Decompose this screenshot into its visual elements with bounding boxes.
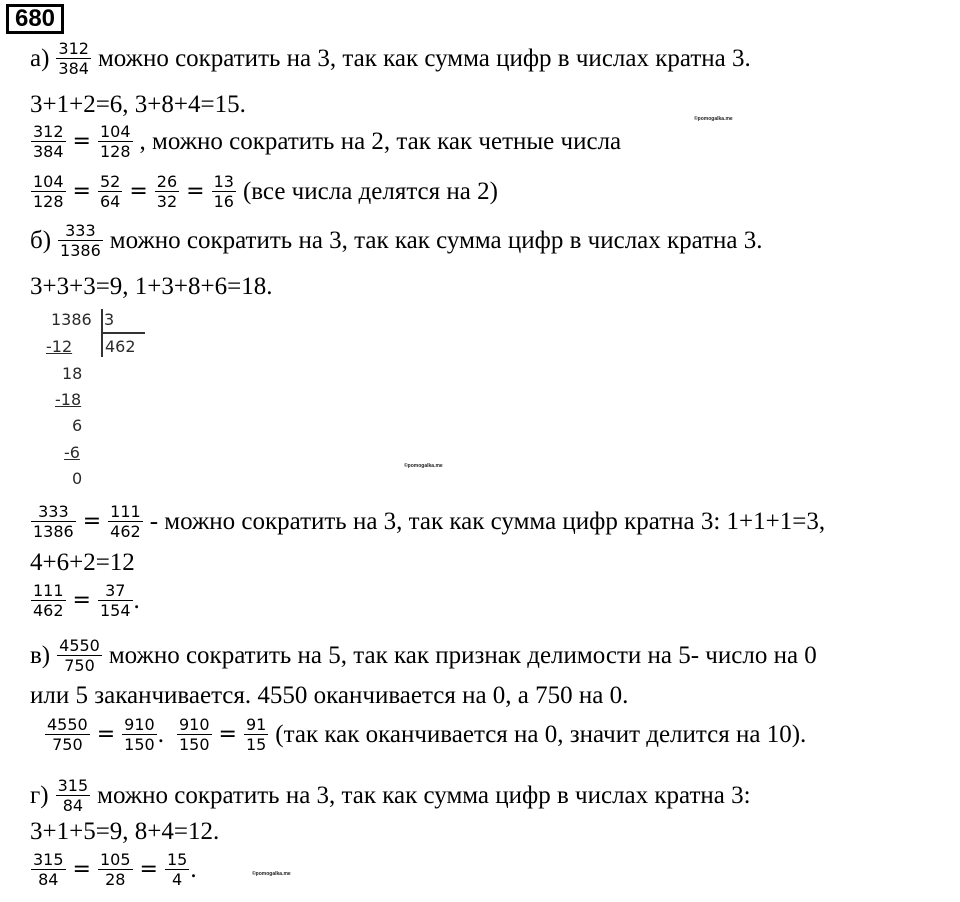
fraction: $\frac{4550}{750}$: [59, 636, 100, 675]
fraction: $\frac{333}{1386}$: [60, 221, 101, 260]
text: можно сократить на 3, так как сумма цифр в числах кратна 3:: [97, 782, 751, 809]
part-a-line-4: [30, 173, 498, 210]
part-b-line-1: [30, 222, 763, 259]
part-a-label: а): [30, 45, 50, 72]
fraction: $\frac{52}{64}$: [99, 172, 121, 211]
fraction: $\frac{315}{84}$: [33, 850, 64, 889]
division-step: -6: [64, 443, 80, 462]
fraction: $\frac{111}{462}$: [110, 502, 141, 541]
part-v-line-1: [30, 637, 817, 674]
part-v-line-2: или 5 заканчивается. 4550 оканчивается на 0, а 750 на 0.: [30, 682, 629, 709]
fraction: $\frac{13}{16}$: [213, 172, 234, 211]
fraction: $\frac{104}{128}$: [99, 122, 131, 161]
fraction: $\frac{333}{1386}$: [33, 502, 74, 541]
part-v-line-3: [44, 716, 806, 753]
equals-sign: =: [218, 721, 237, 747]
equals-sign: =: [129, 178, 148, 204]
text: (все числа делятся на 2): [242, 178, 498, 205]
fraction: $\frac{312}{384}$: [58, 39, 89, 78]
text: (так как оканчивается на 0, значит делится на 10).: [275, 721, 807, 748]
text: .: [133, 587, 140, 614]
watermark: ©pomogalka.me: [694, 116, 733, 122]
fraction: $\frac{910}{150}$: [124, 715, 155, 754]
dividend: 1386: [51, 310, 92, 329]
text: можно сократить на 3, так как сумма цифр в числах кратна 3.: [109, 227, 763, 254]
part-g-line-3: [30, 851, 197, 888]
text: можно сократить на 5, так как признак делимости на 5- число на 0: [108, 642, 817, 669]
fraction: $\frac{104}{128}$: [33, 172, 64, 211]
equals-sign: =: [72, 587, 91, 613]
text: .: [190, 856, 197, 883]
division-step: -12: [46, 337, 73, 356]
equals-sign: =: [139, 856, 158, 882]
fraction: $\frac{910}{150}$: [178, 715, 210, 754]
division-step: 6: [72, 416, 83, 435]
part-a-line-3: [30, 123, 621, 160]
watermark: ©pomogalka.me: [404, 463, 443, 469]
text: .: [157, 721, 164, 748]
quotient: 462: [105, 337, 136, 356]
part-b-line-3: [30, 503, 825, 540]
part-g-label: г): [30, 782, 49, 809]
division-step: 18: [62, 364, 83, 383]
division-horizontal-line: [101, 332, 145, 334]
fraction: $\frac{37}{154}$: [99, 581, 131, 620]
equals-sign: =: [82, 508, 102, 534]
text: , можно сократить на 2, так как четные числа: [139, 128, 622, 155]
exercise-number: 680: [6, 4, 64, 34]
equals-sign: =: [186, 178, 205, 204]
divisor: 3: [104, 310, 115, 329]
part-b-line-4: [30, 582, 140, 619]
part-b-line-3b: 4+6+2=12: [30, 549, 135, 576]
equals-sign: =: [96, 721, 116, 747]
part-g-line-1: [30, 777, 751, 814]
text: можно сократить на 3, так как сумма цифр в числах кратна 3.: [97, 45, 751, 72]
fraction: $\frac{312}{384}$: [33, 122, 64, 161]
part-g-sums: 3+1+5=9, 8+4=12.: [30, 818, 220, 845]
fraction: $\frac{4550}{750}$: [47, 715, 88, 754]
watermark: ©pomogalka.me: [252, 871, 291, 877]
division-step: -18: [55, 390, 82, 409]
part-v-label: в): [30, 642, 51, 669]
equals-sign: =: [72, 178, 91, 204]
part-b-label: б): [30, 227, 52, 254]
text: - можно сократить на 3, так как сумма цифр кратна 3: 1+1+1=3,: [149, 508, 826, 535]
division-step: 0: [72, 469, 83, 488]
fraction: $\frac{315}{84}$: [57, 776, 89, 815]
equals-sign: =: [72, 128, 91, 154]
fraction: $\frac{26}{32}$: [156, 172, 178, 211]
part-a-line-1: [30, 40, 751, 77]
fraction: $\frac{91}{15}$: [245, 715, 267, 754]
part-b-sums: 3+3+3=9, 1+3+8+6=18.: [30, 273, 273, 300]
fraction: $\frac{111}{462}$: [33, 581, 64, 620]
fraction: $\frac{15}{4}$: [166, 850, 188, 889]
fraction: $\frac{105}{28}$: [99, 850, 131, 889]
equals-sign: =: [72, 856, 91, 882]
part-a-sums: 3+1+2=6, 3+8+4=15.: [30, 91, 246, 118]
